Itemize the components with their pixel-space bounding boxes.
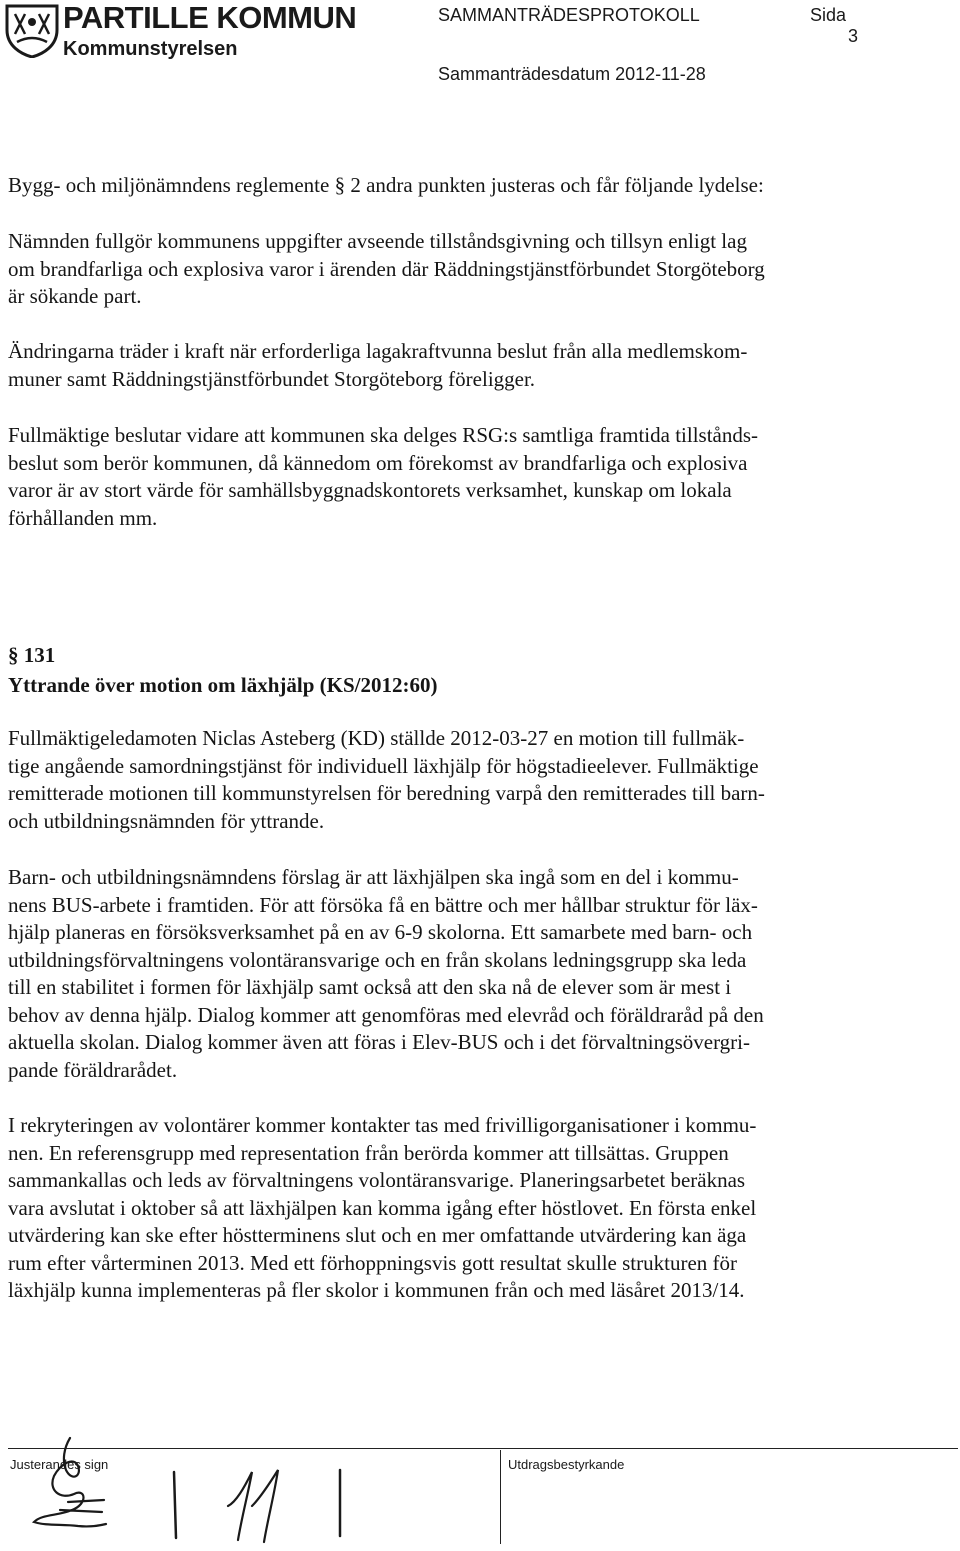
page-label: Sida bbox=[810, 5, 847, 25]
text-line: behov av denna hjälp. Dialog kommer att genomföras med elevråd och föräldraråd på den bbox=[8, 1002, 764, 1027]
handwritten-signature bbox=[20, 1430, 130, 1545]
text-line: till en stabilitet i formen för läxhjälp samt också att den ska nå de elever som är mest i bbox=[8, 975, 732, 999]
text-line: pande föräldrarådet. bbox=[8, 1057, 178, 1082]
section-number: § 131 bbox=[8, 643, 56, 667]
text-line: nens BUS-arbete i framtiden. För att försöka få en bättre och mer hållbar struktur för läx- bbox=[8, 892, 758, 917]
initials-mark bbox=[334, 1468, 354, 1543]
initials-mark bbox=[168, 1470, 188, 1545]
text-line: utbildningsförvaltningens volontäransvarige och en från skolans ledningsgrupp ska leda bbox=[8, 947, 747, 972]
text-line: nen. En referensgrupp med representation från berörda kommer att tillsättas. Gruppen bbox=[8, 1140, 729, 1165]
document-type: SAMMANTRÄDESPROTOKOLL bbox=[438, 5, 700, 25]
text-line: varor är av stort värde för samhällsbyggnadskontorets verksamhet, kunskap om lokala bbox=[8, 478, 732, 502]
text-line: Bygg- och miljönämndens reglemente § 2 andra punkten justeras och får följande lydelse: bbox=[8, 173, 764, 197]
text-line: Nämnden fullgör kommunens uppgifter avseende tillståndsgivning och tillsyn enligt lag bbox=[8, 229, 747, 253]
paragraph-entry-into-force bbox=[8, 338, 858, 393]
text-line: och utbildningsnämnden för yttrande. bbox=[8, 808, 325, 833]
paragraph-volunteer-recruitment bbox=[8, 1112, 858, 1305]
paragraph-new-wording bbox=[8, 228, 858, 311]
text-line: beslut som berör kommunen, då kännedom om förekomst av brandfarliga och explosiva bbox=[8, 450, 748, 475]
paragraph-council-decision bbox=[8, 422, 858, 532]
text-line: är sökande part. bbox=[8, 284, 142, 308]
utdragsbestyrkande-label: Utdragsbestyrkande bbox=[508, 1457, 625, 1472]
text-line: I rekryteringen av volontärer kommer kontakter tas med frivilligorganisationer i kommu- bbox=[8, 1113, 757, 1137]
organization-name: PARTILLE KOMMUN bbox=[63, 0, 357, 35]
justerandes-sign-label: Justerandes sign bbox=[10, 1457, 109, 1472]
text-line: Fullmäktigeledamoten Niclas Asteberg (KD) ställde 2012-03-27 en motion till fullmäk- bbox=[8, 726, 745, 750]
page-number: 3 bbox=[848, 26, 859, 46]
text-line: utvärdering kan ske efter höstterminens slut och en mer omfattande utvärdering kan äga bbox=[8, 1223, 747, 1247]
footer-divider bbox=[8, 1448, 958, 1449]
text-line: tige angående samordningstjänst för individuell läxhjälp för högstadieelever. Fullmäktige bbox=[8, 753, 759, 778]
text-line: hjälp planeras en försöksverksamhet på en av 6-9 skolorna. Ett samarbete med barn- och bbox=[8, 920, 753, 944]
paragraph-regulation-amendment bbox=[8, 172, 858, 200]
paragraph-motion-background bbox=[8, 725, 858, 835]
text-line: rum efter vårterminen 2013. Med ett förhoppningsvis gott resultat skulle strukturen för bbox=[8, 1250, 738, 1275]
footer-column-divider bbox=[500, 1450, 501, 1544]
text-line: remitterade motionen till kommunstyrelsen för beredning varpå den remitterades till barn- bbox=[8, 781, 765, 805]
section-title: Yttrande över motion om läxhjälp (KS/2012:60) bbox=[8, 673, 438, 697]
text-line: sammankallas och leds av förvaltningens volontäransvarige. Planeringsarbetet beräknas bbox=[8, 1168, 746, 1192]
text-line: Barn- och utbildningsnämndens förslag är att läxhjälpen ska ingå som en del i kommu- bbox=[8, 865, 739, 889]
text-line: Ändringarna träder i kraft när erforderliga lagakraftvunna beslut från alla medlemskom- bbox=[8, 339, 748, 363]
text-line: om brandfarliga och explosiva varor i ärenden där Räddningstjänstförbundet Storgöteborg bbox=[8, 256, 765, 281]
municipal-coat-of-arms-logo bbox=[3, 4, 61, 58]
text-line: aktuella skolan. Dialog kommer även att föras i Elev-BUS och i det förvaltningsövergri- bbox=[8, 1030, 751, 1054]
text-line: Fullmäktige beslutar vidare att kommunen ska delges RSG:s samtliga framtida tillstånds- bbox=[8, 423, 759, 447]
paragraph-board-proposal bbox=[8, 864, 858, 1084]
meeting-date: Sammanträdesdatum 2012-11-28 bbox=[438, 64, 706, 84]
text-line: vara avslutat i oktober så att läxhjälpen kan komma igång efter höstlovet. En första enkel bbox=[8, 1195, 757, 1220]
text-line: förhållanden mm. bbox=[8, 505, 158, 530]
text-line: muner samt Räddningstjänstförbundet Storgöteborg föreligger. bbox=[8, 366, 536, 391]
text-line: läxhjälp kunna implementeras på fler skolor i kommunen från och med läsåret 2013/14. bbox=[8, 1278, 745, 1302]
handwritten-initials bbox=[218, 1466, 288, 1551]
organization-department: Kommunstyrelsen bbox=[63, 38, 238, 60]
